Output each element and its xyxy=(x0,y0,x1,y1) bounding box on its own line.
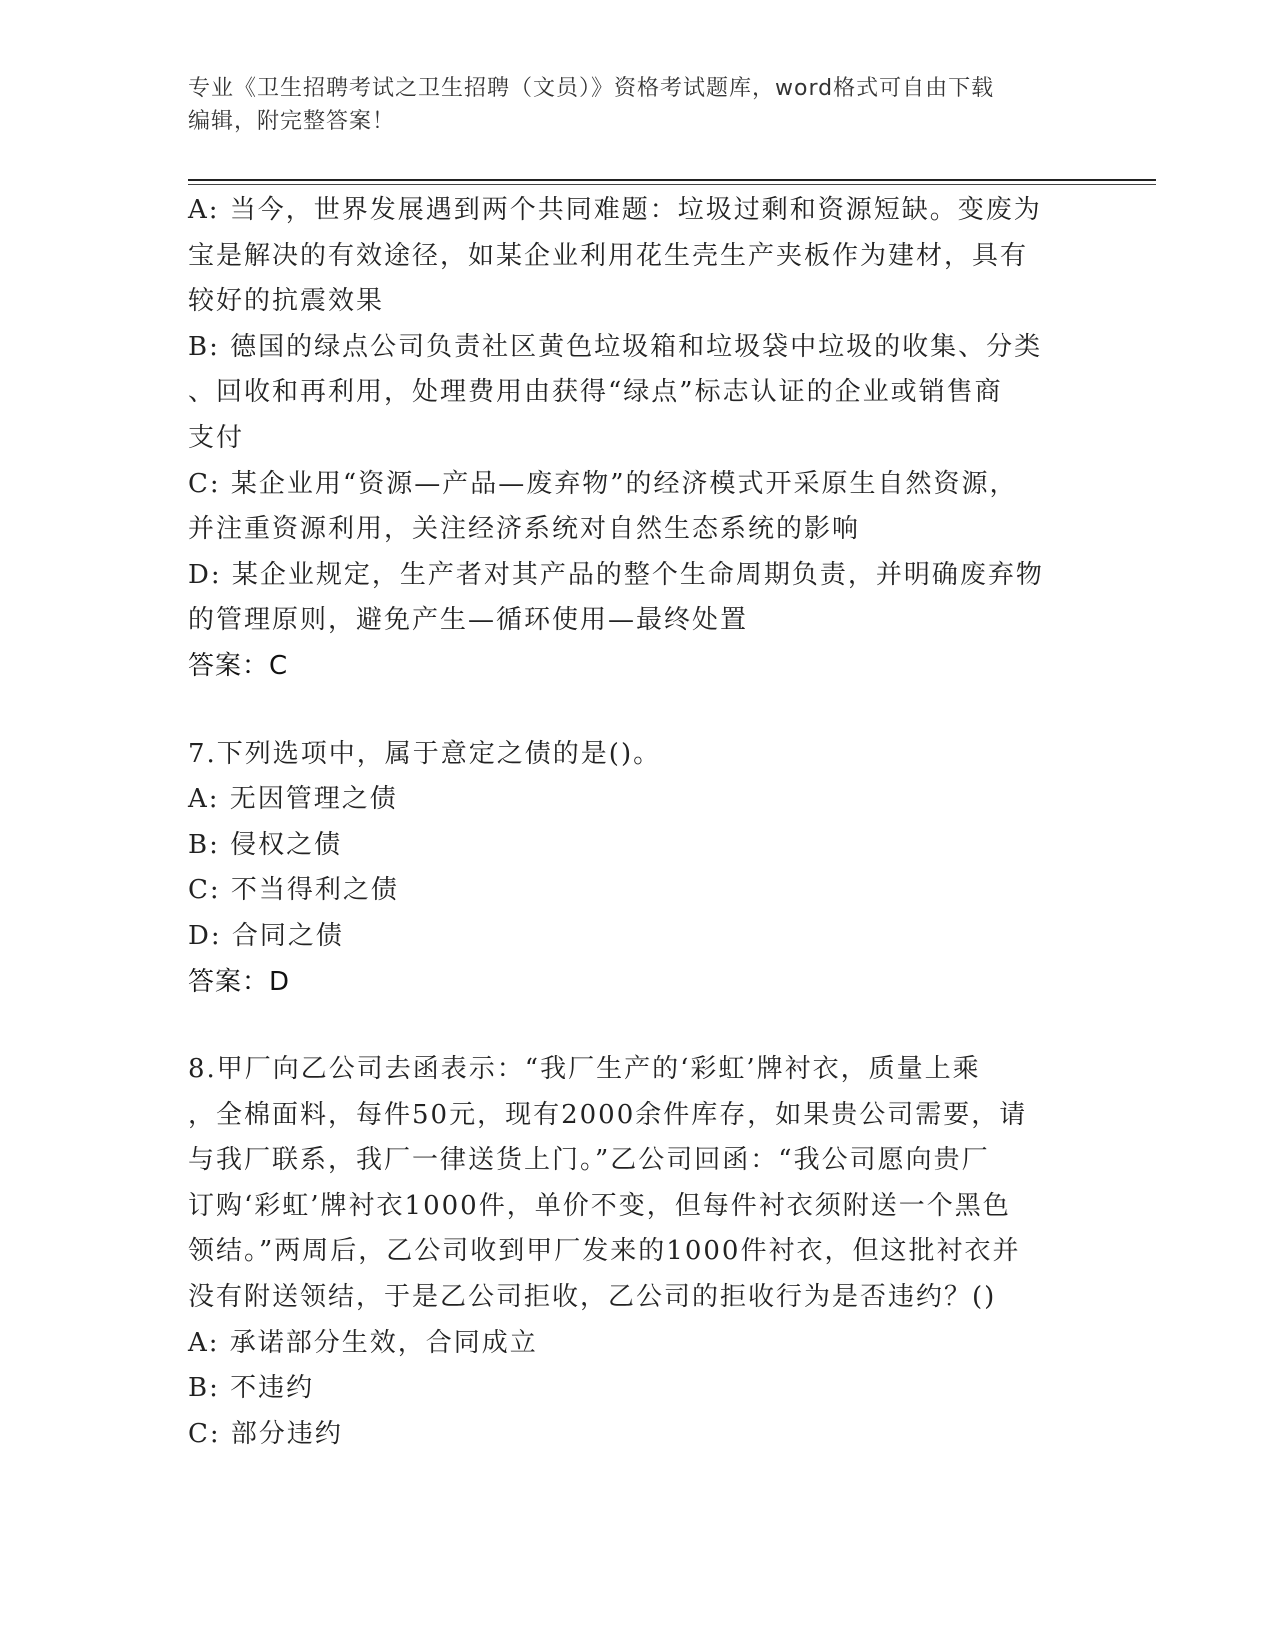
question-spacer xyxy=(188,1005,1088,1047)
q6-option-d-line-2: 的管理原则，避免产生—循环使用—最终处置 xyxy=(188,605,749,636)
q6-option-a-line-2: 宝是解决的有效途径，如某企业利用花生壳生产夹板作为建材，具有 xyxy=(188,240,1029,271)
q8-stem-line-5: 领结。”两周后，乙公司收到甲厂发来的1000件衬衣，但这批衬衣并 xyxy=(188,1236,1021,1267)
q8-option-a: A: 承诺部分生效，合同成立 xyxy=(188,1327,538,1358)
header-rule-thick xyxy=(188,179,1156,181)
q6-option-a-line-1: A: 当今，世界发展遇到两个共同难题：垃圾过剩和资源短缺。变废为 xyxy=(188,195,1042,225)
header-line-2: 编辑，附完整答案！ xyxy=(188,109,396,134)
q6-option-b-line-2: 、回收和再利用，处理费用由获得“绿点”标志认证的企业或销售商 xyxy=(188,377,1003,408)
q6-option-d-line-1: D: 某企业规定，生产者对其产品的整个生命周期负责，并明确废弃物 xyxy=(188,559,1044,590)
question-7 xyxy=(188,732,1088,1006)
q8-option-c: C: 部分违约 xyxy=(188,1418,343,1449)
q6-option-c-line-1: C: 某企业用“资源—产品—废弃物”的经济模式开采原生自然资源， xyxy=(188,468,1018,499)
q6-option-a-line-3: 较好的抗震效果 xyxy=(188,286,385,317)
q7-option-a: A: 无因管理之债 xyxy=(188,784,398,815)
q7-option-d: D: 合同之债 xyxy=(188,920,344,951)
page-header xyxy=(188,72,1088,138)
question-spacer xyxy=(188,690,1088,732)
q6-option-b-line-3: 支付 xyxy=(188,422,245,453)
header-line-1: 专业《卫生招聘考试之卫生招聘（文员）》资格考试题库，word格式可自由下载 xyxy=(188,76,995,101)
q8-stem-line-1: 8.甲厂向乙公司去函表示：“我厂生产的‘彩虹’牌衬衣，质量上乘 xyxy=(188,1054,981,1085)
q6-answer: 答案：C xyxy=(188,650,289,681)
q8-stem-line-3: 与我厂联系，我厂一律送货上门。”乙公司回函：“我公司愿向贵厂 xyxy=(188,1145,990,1176)
q8-stem-line-2: ，全棉面料，每件50元，现有2000余件库存，如果贵公司需要，请 xyxy=(188,1099,1028,1130)
q8-stem-line-4: 订购‘彩虹’牌衬衣1000件，单价不变，但每件衬衣须附送一个黑色 xyxy=(188,1190,1011,1221)
question-8 xyxy=(188,1047,1088,1457)
q7-answer: 答案：D xyxy=(188,966,291,997)
q6-option-c-line-2: 并注重资源利用，关注经济系统对自然生态系统的影响 xyxy=(188,514,861,545)
q7-option-b: B: 侵权之债 xyxy=(188,829,343,860)
q6-option-b-line-1: B: 德国的绿点公司负责社区黄色垃圾箱和垃圾袋中垃圾的收集、分类 xyxy=(188,331,1043,362)
question-content xyxy=(188,188,1088,1457)
header-rule-thin xyxy=(188,184,1156,185)
q8-option-b: B: 不违约 xyxy=(188,1373,315,1404)
q8-stem-line-6: 没有附送领结，于是乙公司拒收，乙公司的拒收行为是否违约？() xyxy=(188,1282,997,1313)
q7-stem: 7.下列选项中，属于意定之债的是()。 xyxy=(188,738,662,769)
question-6 xyxy=(188,188,1088,690)
q7-option-c: C: 不当得利之债 xyxy=(188,875,399,906)
